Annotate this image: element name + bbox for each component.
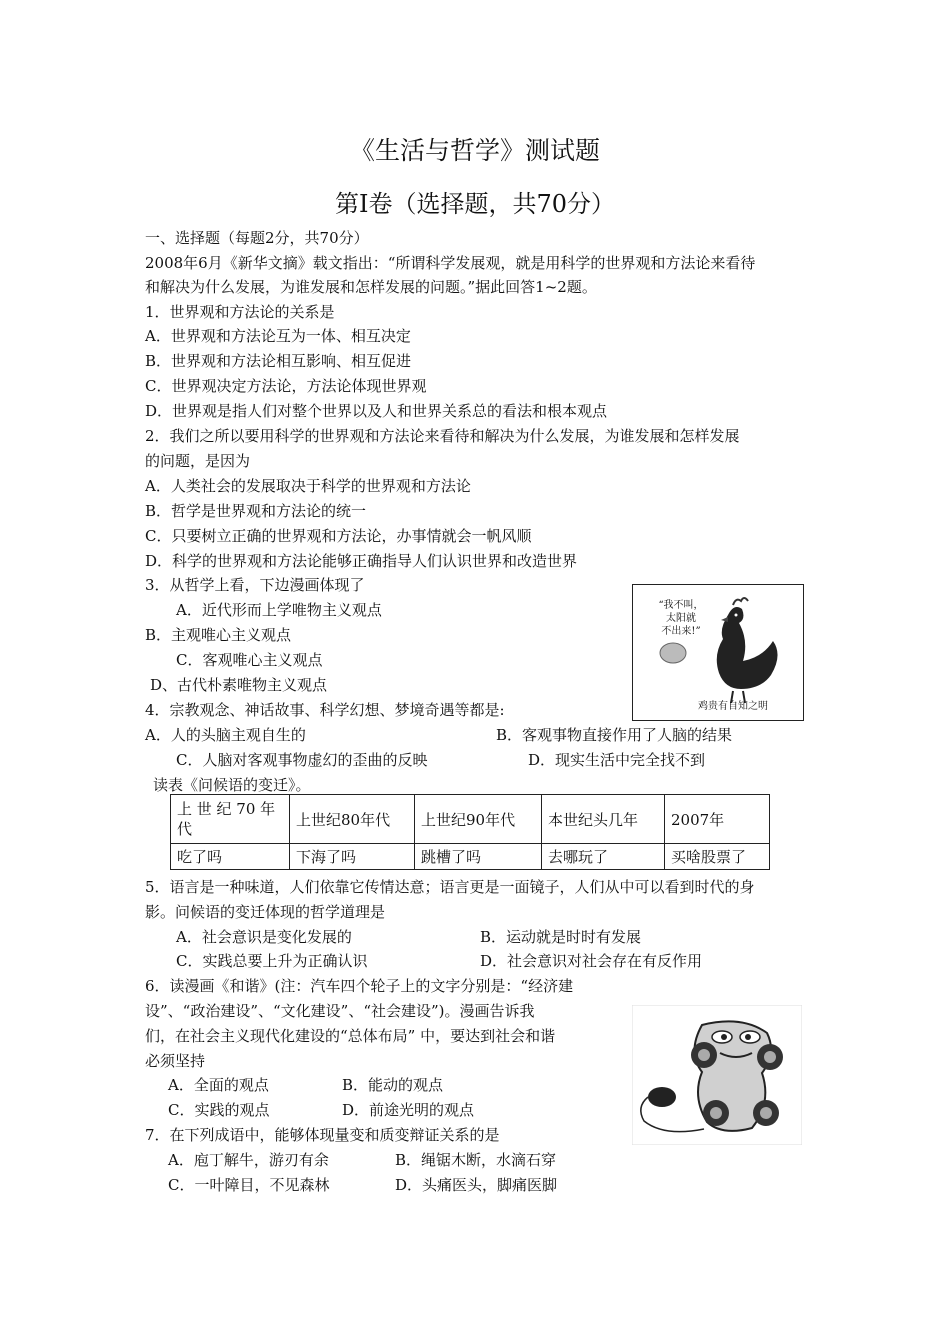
q6-option-c: C．实践的观点 <box>168 1101 270 1119</box>
q1-option-c: C．世界观决定方法论，方法论体现世界观 <box>145 377 427 395</box>
exam-subtitle: 第I卷（选择题，共70分） <box>334 190 616 218</box>
q5-stem-line-1: 5．语言是一种味道，人们依靠它传情达意；语言更是一面镜子，人们从中可以看到时代的身 <box>145 878 755 896</box>
table-cell: 买啥股票了 <box>665 844 770 870</box>
table-intro: 读表《问候语的变迁》。 <box>153 776 311 794</box>
q1-stem: 1．世界观和方法论的关系是 <box>145 303 335 321</box>
q2-option-c: C．只要树立正确的世界观和方法论，办事情就会一帆风顺 <box>145 527 532 545</box>
q1-option-d: D．世界观是指人们对整个世界以及人和世界关系总的看法和根本观点 <box>145 402 608 420</box>
section-heading: 一、选择题（每题2分，共70分） <box>145 229 369 247</box>
q7-option-d: D．头痛医头，脚痛医脚 <box>395 1176 558 1194</box>
q4-option-b: B．客观事物直接作用了人脑的结果 <box>496 726 733 744</box>
cartoon-speech-3: 不出来!” <box>661 626 701 637</box>
q4-option-d: D．现实生活中完全找不到 <box>528 751 706 769</box>
q3-option-d: D、古代朴素唯物主义观点 <box>150 676 328 694</box>
q4-option-c: C．人脑对客观事物虚幻的歪曲的反映 <box>176 751 428 769</box>
table-header-cell: 上世纪90年代 <box>415 795 542 844</box>
q7-option-a: A．庖丁解牛，游刃有余 <box>168 1151 329 1169</box>
q3-option-b: B．主观唯心主义观点 <box>145 626 292 644</box>
q6-stem-line-1: 6．读漫画《和谐》(注：汽车四个轮子上的文字分别是：“经济建 <box>145 977 574 995</box>
table-cell: 吃了吗 <box>171 844 290 870</box>
q5-stem-line-2: 影。问候语的变迁体现的哲学道理是 <box>145 903 386 921</box>
q5-option-a: A．社会意识是变化发展的 <box>176 928 352 946</box>
q6-option-a: A．全面的观点 <box>168 1076 269 1094</box>
table-header-cell: 上 世 纪 70 年 代 <box>171 795 290 844</box>
q7-stem: 7．在下列成语中，能够体现量变和质变辩证关系的是 <box>145 1126 500 1144</box>
table-cell: 下海了吗 <box>290 844 415 870</box>
q2-stem-line-1: 2．我们之所以要用科学的世界观和方法论来看待和解决为什么发展，为谁发展和怎样发展 <box>145 427 740 445</box>
q6-option-d: D．前途光明的观点 <box>342 1101 475 1119</box>
q2-option-a: A．人类社会的发展取决于科学的世界观和方法论 <box>145 477 471 495</box>
rooster-cartoon <box>632 584 804 721</box>
q6-option-b: B．能动的观点 <box>342 1076 444 1094</box>
cartoon-speech-1: “我不叫， <box>658 600 704 611</box>
q5-option-b: B．运动就是时时有发展 <box>480 928 642 946</box>
q7-option-b: B．绳锯木断，水滴石穿 <box>395 1151 557 1169</box>
table-cell: 去哪玩了 <box>542 844 665 870</box>
q3-option-a: A．近代形而上学唯物主义观点 <box>176 601 382 619</box>
cartoon-speech-2: 太阳就 <box>666 613 696 624</box>
q2-option-b: B．哲学是世界观和方法论的统一 <box>145 502 367 520</box>
q6-stem-line-3: 们，在社会主义现代化建设的“总体布局” 中，要达到社会和谐 <box>145 1027 556 1045</box>
intro-line-2: 和解决为什么发展，为谁发展和怎样发展的问题。”据此回答1~2题。 <box>145 278 597 296</box>
q2-option-d: D．科学的世界观和方法论能够正确指导人们认识世界和改造世界 <box>145 552 578 570</box>
q3-option-c: C．客观唯心主义观点 <box>176 651 323 669</box>
q1-option-a: A．世界观和方法论互为一体、相互决定 <box>145 327 411 345</box>
q4-option-a: A．人的头脑主观自生的 <box>145 726 306 744</box>
q2-stem-line-2: 的问题，是因为 <box>145 452 251 470</box>
q6-stem-line-4: 必须坚持 <box>145 1052 206 1070</box>
table-cell: 跳槽了吗 <box>415 844 542 870</box>
greetings-table <box>170 794 770 870</box>
cartoon-caption: 鸡贵有自知之明 <box>698 701 768 712</box>
table-header-cell: 本世纪头几年 <box>542 795 665 844</box>
q4-stem: 4．宗教观念、神话故事、科学幻想、梦境奇遇等都是: <box>145 701 505 719</box>
harmony-car-icon <box>632 1005 802 1145</box>
table-header-cell: 2007年 <box>665 795 770 844</box>
q7-option-c: C．一叶障目，不见森林 <box>168 1176 330 1194</box>
q3-stem: 3．从哲学上看，下边漫画体现了 <box>145 576 365 594</box>
q6-stem-line-2: 设”、“政治建设”、“文化建设”、“社会建设”)。漫画告诉我 <box>145 1002 535 1020</box>
q1-option-b: B．世界观和方法论相互影响、相互促进 <box>145 352 412 370</box>
q5-option-c: C．实践总要上升为正确认识 <box>176 952 368 970</box>
intro-line-1: 2008年6月《新华文摘》载文指出：“所谓科学发展观，就是用科学的世界观和方法论来看待 <box>145 254 756 272</box>
exam-title: 《生活与哲学》测试题 <box>349 136 600 165</box>
q5-option-d: D．社会意识对社会存在有反作用 <box>480 952 703 970</box>
table-header-cell: 上世纪80年代 <box>290 795 415 844</box>
